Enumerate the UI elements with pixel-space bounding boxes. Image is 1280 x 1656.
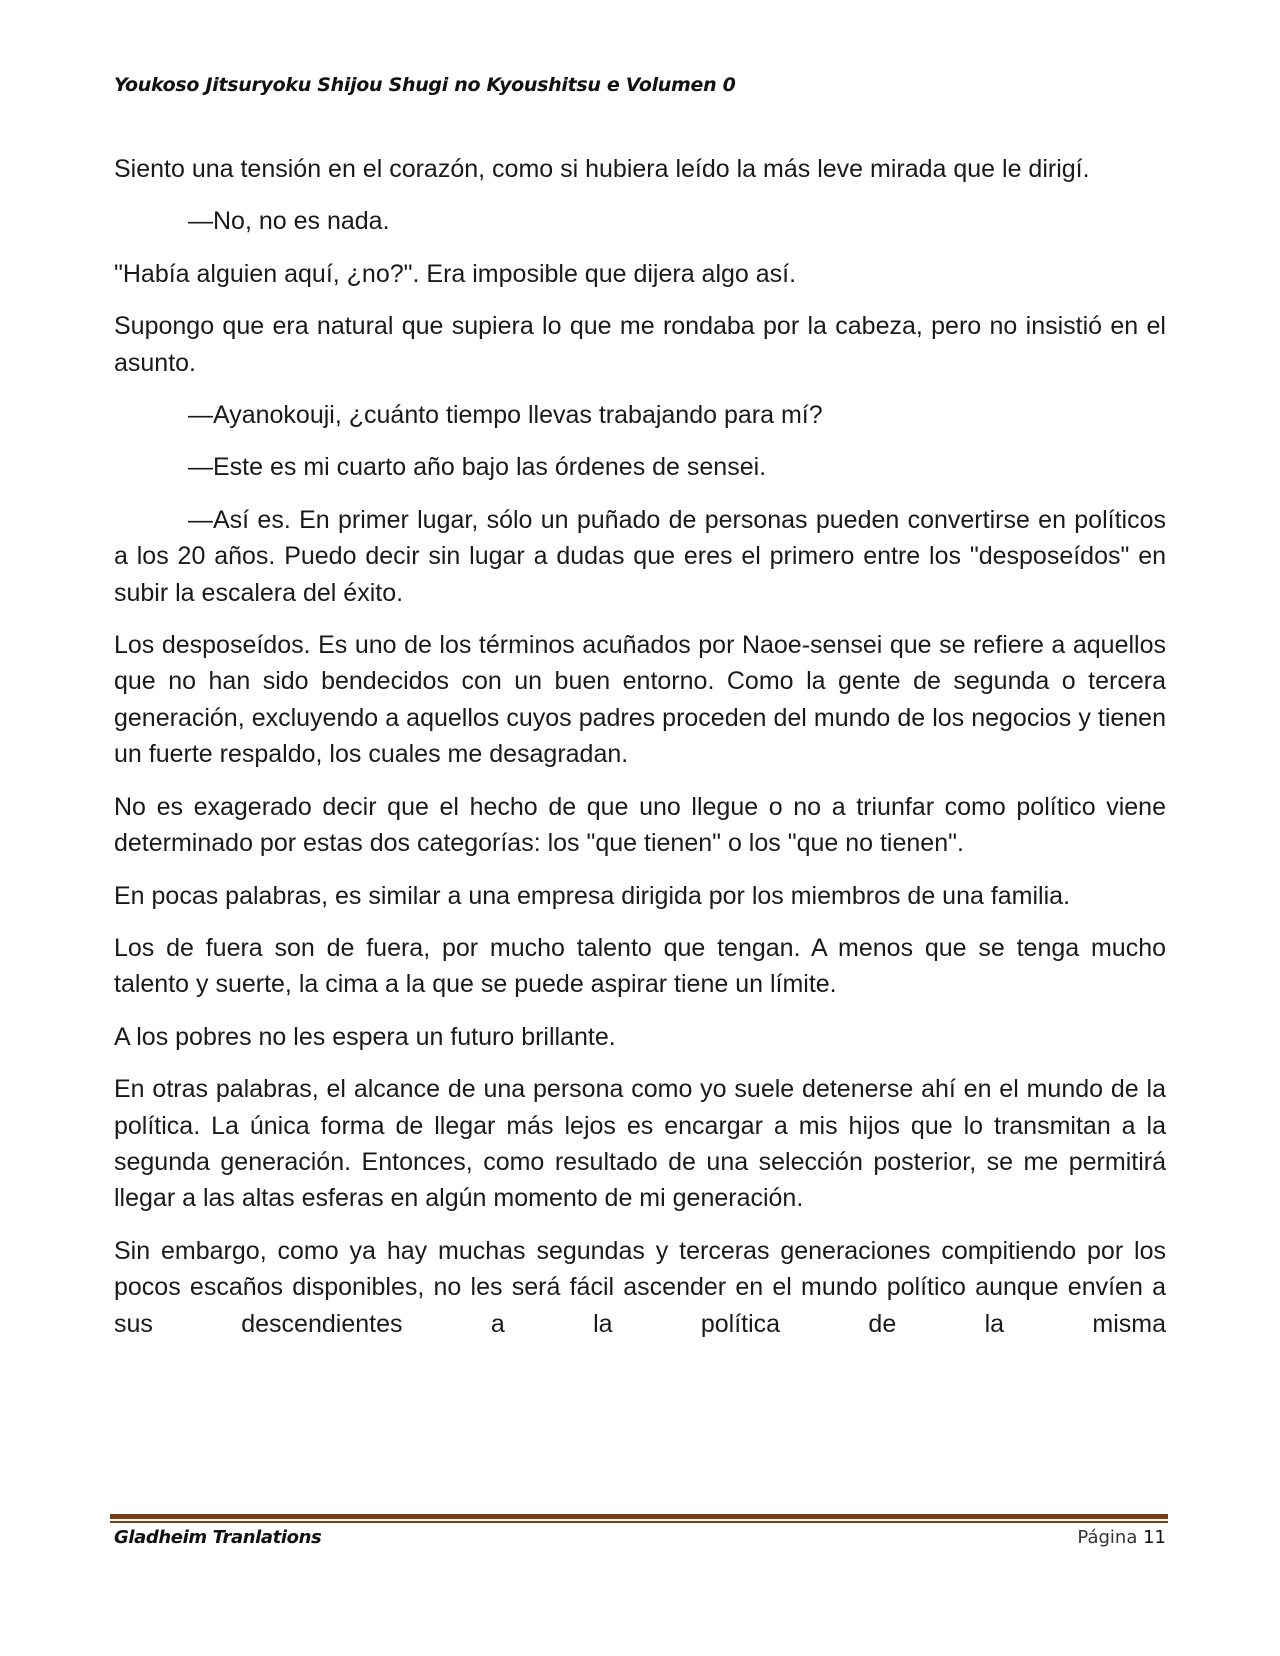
paragraph: Supongo que era natural que supiera lo que me rondaba por la cabeza, pero no insistió en el asunto. [114, 312, 1166, 377]
dialogue-line: —Este es mi cuarto año bajo las órdenes de sensei. [188, 453, 767, 482]
dialogue-line: —No, no es nada. [188, 207, 390, 236]
running-header: Youkoso Jitsuryoku Shijou Shugi no Kyoushitsu e Volumen 0 [114, 74, 736, 96]
paragraph: Los de fuera son de fuera, por mucho talento que tengan. A menos que se tenga mucho talento y suerte, la cima a la que se puede aspirar tiene un límite. [114, 933, 1166, 999]
paragraph: "Había alguien aquí, ¿no?". Era imposible que dijera algo así. [114, 259, 797, 288]
page-number-value: 11 [1143, 1527, 1166, 1548]
page-number [1077, 1527, 1166, 1548]
footer-rule-thick [110, 1514, 1168, 1519]
page-body [114, 151, 1166, 1358]
paragraph: Siento una tensión en el corazón, como si hubiera leído la más leve mirada que le dirigí. [114, 155, 1090, 183]
page-label: Página [1077, 1527, 1138, 1548]
paragraph: No es exagerado decir que el hecho de que uno llegue o no a triunfar como político viene determinado por estas dos categorías: los "que tienen" o los "que no tienen". [114, 792, 1166, 858]
paragraph: En pocas palabras, es similar a una empresa dirigida por los miembros de una familia. [114, 881, 1071, 910]
paragraph: Sin embargo, como ya hay muchas segundas y terceras generaciones compitiendo por los pocos escaños disponibles, no les será fácil ascender en el mundo político aunque envíen a sus descendientes a la política de la misma [114, 1236, 1166, 1338]
paragraph: Los desposeídos. Es uno de los términos acuñados por Naoe-sensei que se refiere a aquellos que no han sido bendecidos con un buen entorno. Como la gente de segunda o tercera generación, excluyendo a aquellos cuyos padres proceden del mundo de los negocios y tienen un fuerte respaldo, los cuales me desagradan. [114, 631, 1166, 769]
paragraph: A los pobres no les espera un futuro brillante. [114, 1022, 616, 1051]
footer-rule-thin [110, 1521, 1168, 1523]
dialogue-line: —Ayanokouji, ¿cuánto tiempo llevas trabajando para mí? [188, 401, 823, 430]
dialogue-line: —Así es. En primer lugar, sólo un puñado de personas pueden convertirse en políticos a los 20 años. Puedo decir sin lugar a dudas que eres el primero entre los "desposeídos" en subir la escalera del éxito. [114, 505, 1166, 607]
footer-credit: Gladheim Tranlations [114, 1527, 322, 1548]
paragraph: En otras palabras, el alcance de una persona como yo suele detenerse ahí en el mundo de la política. La única forma de llegar más lejos es encargar a mis hijos que lo transmitan a la segunda generación. Entonces, como resultado de una selección posterior, se me permitirá llegar a las altas esferas en algún momento de mi generación. [114, 1075, 1166, 1213]
